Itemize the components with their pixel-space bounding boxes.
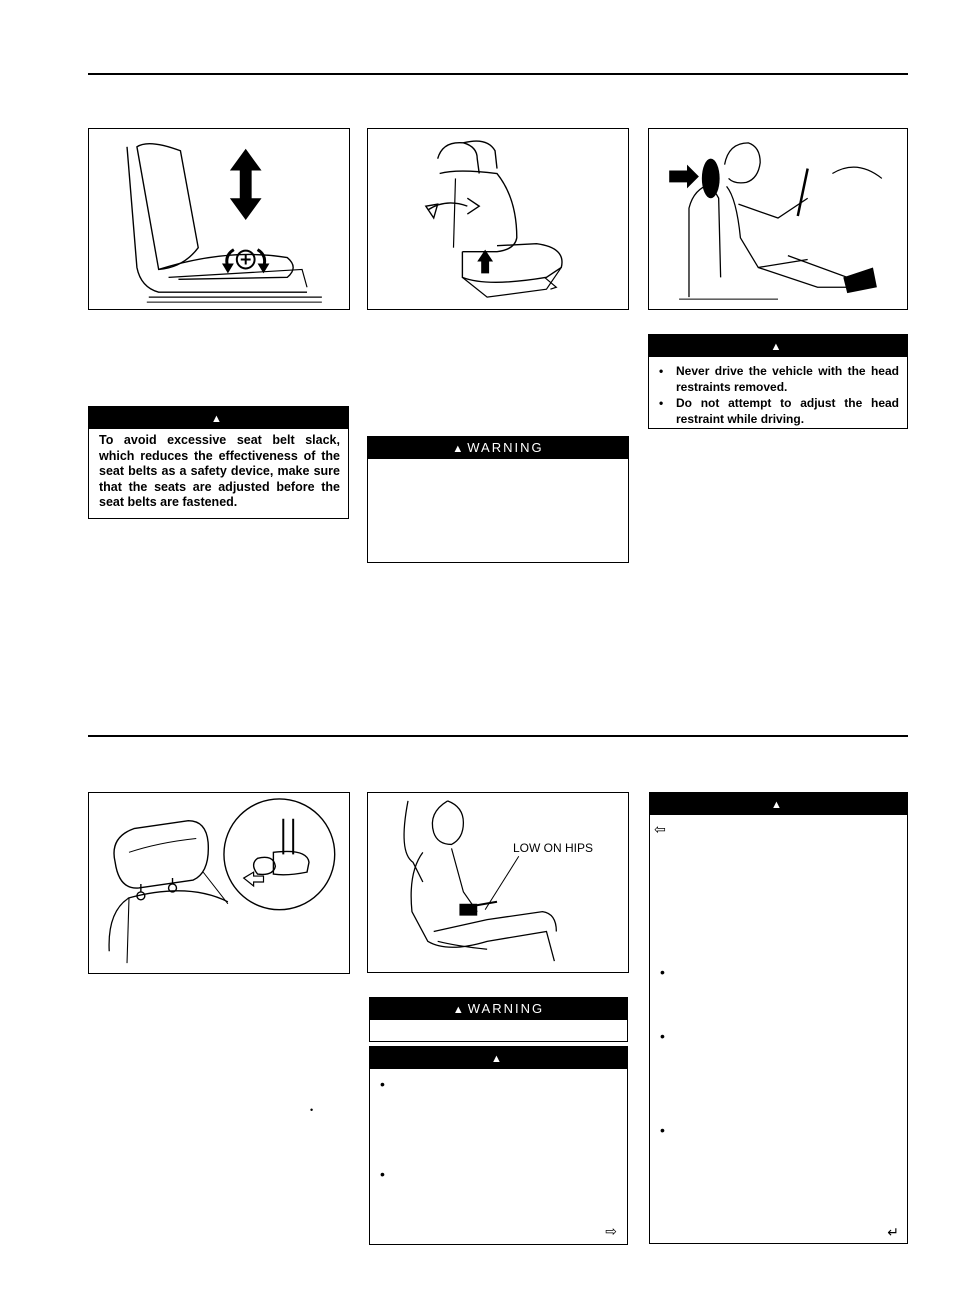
bullet-marker: • [380,1076,385,1092]
head-restraint-driver-figure [648,128,908,310]
seat-belt-warning-box-3 [649,792,908,1244]
warning-header-label: WARNING [467,440,544,455]
warning-triangle-icon: ▲ [211,413,222,425]
bottom-section-rule [88,735,908,737]
head-restraint-removal-illustration [89,793,349,973]
bullet-marker: • [660,1028,665,1044]
head-restraint-warning-list [649,357,907,433]
continue-arrow-icon: ⇨ [605,1223,617,1239]
seat-belt-warning-box-2 [369,1046,628,1245]
seat-recline-illustration [368,129,628,309]
seat-belt-slack-warning-text: To avoid excessive seat belt slack, which reduces the effectiveness of the seat belts as a safety device, make sure that the seats are adjusted before the seat belts are fastened. [99,433,340,509]
top-section-rule [88,73,908,75]
low-on-hips-callout: LOW ON HIPS [513,841,594,855]
head-restraint-warning-box [648,334,908,429]
seat-recline-warning-box [367,436,629,563]
stray-dot-mark: • [310,1105,314,1115]
list-item: • Do not attempt to adjust the head restraint while driving. [657,395,899,427]
warning-header-bar [368,437,628,459]
seat-height-adjust-figure [88,128,350,310]
warning-triangle-icon: ▲ [770,341,782,353]
seat-recline-figure [367,128,629,310]
seat-height-illustration [89,129,349,309]
seat-adjust-warning-box [88,406,349,519]
bullet-marker: • [660,1122,665,1138]
warning-header-bar [649,335,907,357]
warning-triangle-icon: ▲ [452,1004,464,1016]
warning-header-bar [370,998,627,1020]
return-arrow-icon: ↵ [887,1224,899,1240]
warning-header-bar [89,407,348,429]
seat-belt-warning-box-1 [369,997,628,1042]
warning-triangle-icon: ▲ [771,799,782,811]
warning-header-bar [650,793,907,815]
list-item: • Never drive the vehicle with the head restraints removed. [657,363,899,395]
bullet-marker: • [380,1166,385,1182]
back-arrow-icon: ⇦ [654,821,666,837]
warning-triangle-icon: ▲ [491,1053,502,1065]
head-restraint-removal-figure [88,792,350,974]
warning-header-bar [370,1047,627,1069]
warning-triangle-icon: ▲ [452,443,464,455]
seat-belt-low-on-hips-figure [367,792,629,973]
driver-illustration [649,129,907,309]
bullet-marker: • [660,964,665,980]
seat-belt-illustration [368,793,628,972]
warning-header-label: WARNING [467,1001,545,1016]
